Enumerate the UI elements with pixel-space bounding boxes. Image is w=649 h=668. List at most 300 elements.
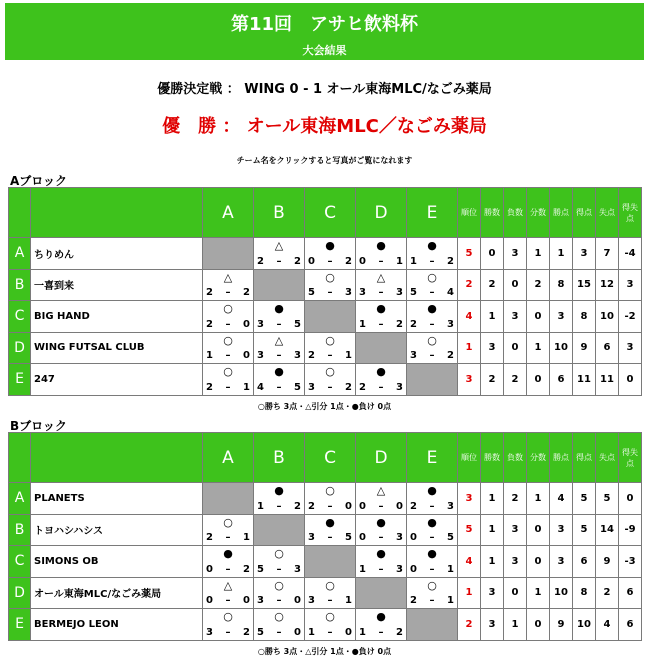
result-symbol: ○ bbox=[274, 610, 284, 623]
goals-for: 1 bbox=[206, 350, 213, 361]
goals-against: 5 bbox=[294, 318, 301, 330]
stat-value: 1 bbox=[550, 238, 573, 270]
stat-value: 4 bbox=[596, 609, 619, 641]
goals-for: 1 bbox=[359, 563, 366, 575]
match-score bbox=[308, 350, 352, 362]
team-name-link[interactable]: ちりめん bbox=[31, 238, 203, 270]
stat-value: -4 bbox=[619, 238, 642, 270]
goals-against: 2 bbox=[447, 255, 454, 267]
stat-value: 0 bbox=[504, 332, 527, 364]
goals-for: 0 bbox=[359, 255, 366, 267]
score-dash: – bbox=[429, 318, 435, 330]
stat-value: 6 bbox=[619, 577, 642, 609]
result-symbol: △ bbox=[274, 333, 284, 347]
team-name-link[interactable]: 247 bbox=[31, 364, 203, 396]
goals-against: 0 bbox=[294, 626, 301, 638]
stat-value: -3 bbox=[619, 546, 642, 578]
match-score bbox=[410, 256, 454, 268]
result-symbol: ○ bbox=[427, 270, 437, 284]
match-result bbox=[356, 364, 407, 396]
click-note: チーム名をクリックすると写真がご覧になれます bbox=[236, 156, 413, 165]
team-name-link[interactable]: トヨハシハシス bbox=[31, 514, 203, 546]
header-banner bbox=[5, 3, 644, 60]
goals-for: 2 bbox=[410, 318, 417, 330]
goals-against: 0 bbox=[243, 350, 250, 361]
result-symbol: ○ bbox=[223, 515, 233, 529]
column-header: D bbox=[356, 188, 407, 238]
score-dash: – bbox=[378, 318, 384, 330]
goals-for: 2 bbox=[257, 255, 264, 267]
match-score bbox=[206, 564, 250, 576]
score-dash: – bbox=[327, 350, 333, 361]
self-match-cell bbox=[407, 609, 458, 641]
match-score bbox=[257, 382, 301, 394]
goals-against: 4 bbox=[447, 287, 454, 298]
final-match: 優勝決定戦 ： WING 0 - 1 オール東海MLC/なごみ薬局 bbox=[157, 82, 492, 97]
match-result bbox=[203, 577, 254, 609]
score-dash: – bbox=[225, 626, 231, 638]
stat-value: 1 bbox=[481, 483, 504, 515]
result-symbol: ○ bbox=[223, 610, 233, 623]
stat-value: 6 bbox=[619, 609, 642, 641]
stat-value: 3 bbox=[550, 301, 573, 333]
match-result bbox=[407, 332, 458, 364]
result-symbol: ● bbox=[427, 239, 437, 252]
row-letter: D bbox=[9, 332, 31, 364]
stat-value: 0 bbox=[527, 364, 550, 396]
stat-header: 勝点 bbox=[550, 188, 573, 238]
result-symbol: ○ bbox=[223, 333, 233, 347]
column-header: C bbox=[305, 433, 356, 483]
goals-for: 3 bbox=[410, 350, 417, 361]
score-dash: – bbox=[429, 287, 435, 298]
goals-against: 1 bbox=[447, 563, 454, 575]
score-dash: – bbox=[225, 318, 231, 330]
stat-value: 0 bbox=[527, 546, 550, 578]
goals-against: 2 bbox=[396, 318, 403, 330]
match-score bbox=[206, 595, 250, 607]
result-symbol: △ bbox=[223, 578, 233, 592]
score-dash: – bbox=[276, 563, 282, 575]
rank-value: 1 bbox=[458, 577, 481, 609]
score-dash: – bbox=[225, 532, 231, 543]
stat-value: 8 bbox=[550, 269, 573, 301]
match-result bbox=[254, 577, 305, 609]
match-result bbox=[254, 301, 305, 333]
stat-value: 0 bbox=[527, 301, 550, 333]
result-symbol: ● bbox=[376, 239, 386, 252]
result-symbol: ○ bbox=[223, 302, 233, 315]
stat-header: 勝点 bbox=[550, 433, 573, 483]
goals-against: 0 bbox=[345, 500, 352, 512]
goals-against: 2 bbox=[396, 626, 403, 638]
goals-for: 1 bbox=[308, 626, 315, 638]
stat-value: 0 bbox=[527, 514, 550, 546]
header-row bbox=[9, 188, 642, 238]
match-score bbox=[308, 532, 352, 544]
match-score bbox=[410, 501, 454, 513]
goals-for: 5 bbox=[257, 563, 264, 575]
header-row bbox=[9, 433, 642, 483]
match-result bbox=[407, 577, 458, 609]
stat-value: 5 bbox=[573, 514, 596, 546]
goals-for: 3 bbox=[206, 626, 213, 638]
match-result bbox=[254, 483, 305, 515]
goals-against: 3 bbox=[294, 563, 301, 575]
stat-value: 0 bbox=[619, 364, 642, 396]
goals-for: 2 bbox=[359, 381, 366, 393]
stat-header: 得失点 bbox=[619, 188, 642, 238]
goals-against: 3 bbox=[396, 381, 403, 393]
match-score bbox=[308, 287, 352, 299]
match-score bbox=[308, 382, 352, 394]
stat-header: 失点 bbox=[596, 188, 619, 238]
score-dash: – bbox=[225, 287, 231, 298]
match-result bbox=[407, 483, 458, 515]
goals-for: 2 bbox=[410, 595, 417, 606]
goals-for: 5 bbox=[410, 287, 417, 298]
match-result bbox=[203, 332, 254, 364]
self-match-cell bbox=[203, 238, 254, 270]
match-result bbox=[305, 514, 356, 546]
score-dash: – bbox=[327, 287, 333, 298]
score-dash: – bbox=[225, 563, 231, 575]
match-result bbox=[203, 546, 254, 578]
score-dash: – bbox=[378, 500, 384, 512]
stat-header: 勝数 bbox=[481, 188, 504, 238]
result-symbol: ● bbox=[274, 365, 284, 378]
header-team bbox=[31, 188, 203, 238]
match-score bbox=[206, 382, 250, 394]
goals-against: 5 bbox=[345, 532, 352, 543]
goals-for: 2 bbox=[206, 532, 213, 543]
match-score bbox=[359, 287, 403, 299]
match-result bbox=[407, 238, 458, 270]
goals-against: 2 bbox=[243, 626, 250, 638]
match-score bbox=[308, 595, 352, 607]
stat-value: 6 bbox=[596, 332, 619, 364]
goals-against: 3 bbox=[345, 287, 352, 298]
stat-header: 勝数 bbox=[481, 433, 504, 483]
goals-for: 1 bbox=[410, 255, 417, 267]
stat-header: 順位 bbox=[458, 188, 481, 238]
goals-against: 5 bbox=[447, 532, 454, 543]
goals-for: 3 bbox=[308, 381, 315, 393]
result-symbol: ● bbox=[427, 302, 437, 315]
match-result bbox=[356, 514, 407, 546]
rank-value: 2 bbox=[458, 269, 481, 301]
match-result bbox=[356, 269, 407, 301]
match-result bbox=[254, 546, 305, 578]
rank-value: 3 bbox=[458, 364, 481, 396]
match-score bbox=[308, 627, 352, 639]
row-letter: E bbox=[9, 609, 31, 641]
block-a-title: Aブロック bbox=[10, 174, 68, 188]
result-symbol: ○ bbox=[223, 365, 233, 378]
row-letter: D bbox=[9, 577, 31, 609]
match-score bbox=[410, 350, 454, 362]
score-dash: – bbox=[225, 381, 231, 393]
self-match-cell bbox=[305, 546, 356, 578]
result-symbol: ○ bbox=[325, 333, 335, 347]
stat-value: 3 bbox=[504, 514, 527, 546]
match-score bbox=[359, 564, 403, 576]
goals-for: 0 bbox=[359, 500, 366, 512]
match-score bbox=[410, 319, 454, 331]
match-score bbox=[410, 564, 454, 576]
goals-against: 5 bbox=[294, 381, 301, 393]
goals-for: 1 bbox=[359, 318, 366, 330]
score-dash: – bbox=[276, 595, 282, 606]
match-score bbox=[410, 532, 454, 544]
result-symbol: ● bbox=[427, 484, 437, 497]
goals-for: 2 bbox=[410, 500, 417, 512]
goals-for: 4 bbox=[257, 381, 264, 393]
goals-against: 1 bbox=[447, 595, 454, 606]
score-dash: – bbox=[378, 532, 384, 543]
goals-against: 1 bbox=[345, 350, 352, 361]
self-match-cell bbox=[203, 483, 254, 515]
team-name-link[interactable]: PLANETS bbox=[31, 483, 203, 515]
match-score bbox=[257, 595, 301, 607]
stat-value: 3 bbox=[504, 301, 527, 333]
result-symbol: ○ bbox=[325, 610, 335, 623]
stat-value: 1 bbox=[481, 514, 504, 546]
stat-value: 2 bbox=[527, 269, 550, 301]
row-letter: C bbox=[9, 301, 31, 333]
self-match-cell bbox=[356, 577, 407, 609]
rank-value: 2 bbox=[458, 609, 481, 641]
block-b-legend: ○勝ち 3点・△引分 1点・●負け 0点 bbox=[257, 647, 392, 656]
column-header: A bbox=[203, 188, 254, 238]
match-result bbox=[407, 514, 458, 546]
score-dash: – bbox=[429, 563, 435, 575]
score-dash: – bbox=[276, 626, 282, 638]
stat-value: 9 bbox=[573, 332, 596, 364]
rank-value: 1 bbox=[458, 332, 481, 364]
match-score bbox=[257, 564, 301, 576]
stat-value: 3 bbox=[573, 238, 596, 270]
score-dash: – bbox=[429, 255, 435, 267]
self-match-cell bbox=[356, 332, 407, 364]
goals-against: 3 bbox=[396, 287, 403, 298]
match-score bbox=[410, 287, 454, 299]
match-score bbox=[308, 501, 352, 513]
match-score bbox=[257, 319, 301, 331]
result-symbol: ○ bbox=[325, 270, 335, 284]
stat-value: 3 bbox=[481, 577, 504, 609]
goals-for: 5 bbox=[257, 626, 264, 638]
result-symbol: ○ bbox=[325, 484, 335, 497]
stat-header: 分数 bbox=[527, 433, 550, 483]
goals-against: 2 bbox=[243, 287, 250, 298]
result-symbol: ○ bbox=[325, 578, 335, 592]
score-dash: – bbox=[378, 255, 384, 267]
score-dash: – bbox=[378, 626, 384, 638]
team-row bbox=[9, 364, 642, 396]
team-name-link[interactable]: BERMEJO LEON bbox=[31, 609, 203, 641]
goals-against: 2 bbox=[345, 381, 352, 393]
match-result bbox=[203, 609, 254, 641]
team-name-link[interactable]: 一喜到来 bbox=[31, 269, 203, 301]
header-team bbox=[31, 433, 203, 483]
block-b-title: Bブロック bbox=[10, 419, 67, 433]
match-result bbox=[254, 609, 305, 641]
score-dash: – bbox=[327, 626, 333, 638]
stat-value: 15 bbox=[573, 269, 596, 301]
header-corner bbox=[9, 433, 31, 483]
match-result bbox=[203, 364, 254, 396]
score-dash: – bbox=[327, 255, 333, 267]
goals-against: 0 bbox=[243, 595, 250, 606]
team-row bbox=[9, 238, 642, 270]
result-symbol: △ bbox=[223, 270, 233, 284]
match-result bbox=[407, 546, 458, 578]
match-result bbox=[356, 238, 407, 270]
rank-value: 4 bbox=[458, 546, 481, 578]
rank-value: 5 bbox=[458, 514, 481, 546]
result-symbol: ● bbox=[274, 484, 284, 497]
match-score bbox=[359, 319, 403, 331]
score-dash: – bbox=[378, 287, 384, 298]
goals-for: 3 bbox=[308, 595, 315, 606]
stat-value: 10 bbox=[596, 301, 619, 333]
stat-value: 1 bbox=[527, 483, 550, 515]
stat-value: 1 bbox=[504, 609, 527, 641]
team-row bbox=[9, 301, 642, 333]
team-row bbox=[9, 269, 642, 301]
stat-value: 9 bbox=[550, 609, 573, 641]
match-result bbox=[305, 238, 356, 270]
match-score bbox=[206, 350, 250, 362]
result-symbol: ● bbox=[376, 610, 386, 623]
goals-against: 1 bbox=[243, 381, 250, 393]
goals-for: 3 bbox=[359, 287, 366, 298]
team-name-link[interactable]: WING FUTSAL CLUB bbox=[31, 332, 203, 364]
rank-value: 5 bbox=[458, 238, 481, 270]
score-dash: – bbox=[429, 500, 435, 512]
row-letter: A bbox=[9, 238, 31, 270]
team-name-link[interactable]: BIG HAND bbox=[31, 301, 203, 333]
stat-header: 負数 bbox=[504, 188, 527, 238]
score-dash: – bbox=[276, 500, 282, 512]
result-symbol: ● bbox=[223, 547, 233, 560]
row-letter: B bbox=[9, 514, 31, 546]
stat-value: 3 bbox=[504, 238, 527, 270]
rank-value: 3 bbox=[458, 483, 481, 515]
result-symbol: ● bbox=[274, 302, 284, 315]
stat-value: 1 bbox=[481, 301, 504, 333]
stat-value: 3 bbox=[619, 269, 642, 301]
stat-value: 9 bbox=[596, 546, 619, 578]
stat-value: 10 bbox=[550, 332, 573, 364]
result-symbol: ● bbox=[325, 239, 335, 252]
stat-value: 0 bbox=[504, 577, 527, 609]
stat-header: 得点 bbox=[573, 188, 596, 238]
result-symbol: ● bbox=[325, 515, 335, 529]
stat-value: 1 bbox=[527, 332, 550, 364]
header-corner bbox=[9, 188, 31, 238]
stat-value: 3 bbox=[550, 546, 573, 578]
match-score bbox=[206, 627, 250, 639]
self-match-cell bbox=[407, 364, 458, 396]
match-result bbox=[203, 301, 254, 333]
match-score bbox=[410, 595, 454, 607]
stat-value: 8 bbox=[573, 577, 596, 609]
column-header: B bbox=[254, 433, 305, 483]
match-score bbox=[206, 287, 250, 299]
score-dash: – bbox=[327, 595, 333, 606]
goals-for: 0 bbox=[206, 563, 213, 575]
team-name-link[interactable]: SIMONS OB bbox=[31, 546, 203, 578]
goals-for: 1 bbox=[359, 626, 366, 638]
stat-value: 3 bbox=[481, 332, 504, 364]
match-score bbox=[206, 532, 250, 544]
stat-value: 0 bbox=[527, 609, 550, 641]
goals-for: 0 bbox=[359, 532, 366, 543]
goals-for: 1 bbox=[257, 500, 264, 512]
result-symbol: ○ bbox=[274, 547, 284, 560]
stat-value: 0 bbox=[619, 483, 642, 515]
column-header: C bbox=[305, 188, 356, 238]
column-header: E bbox=[407, 433, 458, 483]
stat-value: 5 bbox=[573, 483, 596, 515]
team-name-link[interactable]: オール東海MLC/なごみ薬局 bbox=[31, 577, 203, 609]
match-result bbox=[254, 364, 305, 396]
goals-for: 0 bbox=[206, 595, 213, 606]
goals-against: 3 bbox=[396, 563, 403, 575]
match-result bbox=[356, 301, 407, 333]
match-result bbox=[203, 514, 254, 546]
result-symbol: ○ bbox=[274, 578, 284, 592]
result-symbol: ● bbox=[427, 515, 437, 529]
stat-value: 6 bbox=[550, 364, 573, 396]
stat-value: 2 bbox=[596, 577, 619, 609]
result-symbol: ● bbox=[376, 547, 386, 560]
team-row bbox=[9, 577, 642, 609]
stat-header: 分数 bbox=[527, 188, 550, 238]
stat-value: 7 bbox=[596, 238, 619, 270]
goals-against: 3 bbox=[396, 532, 403, 543]
stat-value: 11 bbox=[596, 364, 619, 396]
goals-against: 0 bbox=[345, 626, 352, 638]
match-result bbox=[305, 364, 356, 396]
stat-value: 6 bbox=[573, 546, 596, 578]
stat-value: 5 bbox=[596, 483, 619, 515]
score-dash: – bbox=[225, 350, 231, 361]
match-score bbox=[257, 350, 301, 362]
team-row bbox=[9, 332, 642, 364]
goals-for: 3 bbox=[308, 532, 315, 543]
goals-against: 1 bbox=[243, 532, 250, 543]
goals-for: 2 bbox=[206, 318, 213, 330]
self-match-cell bbox=[254, 514, 305, 546]
match-result bbox=[254, 332, 305, 364]
result-symbol: △ bbox=[274, 239, 284, 252]
score-dash: – bbox=[429, 350, 435, 361]
stat-value: 0 bbox=[481, 238, 504, 270]
score-dash: – bbox=[327, 381, 333, 393]
goals-against: 1 bbox=[345, 595, 352, 606]
score-dash: – bbox=[276, 350, 282, 361]
self-match-cell bbox=[305, 301, 356, 333]
stat-value: 3 bbox=[481, 609, 504, 641]
stat-value: 3 bbox=[504, 546, 527, 578]
column-header: E bbox=[407, 188, 458, 238]
result-symbol: ○ bbox=[427, 578, 437, 592]
stat-value: 4 bbox=[550, 483, 573, 515]
row-letter: C bbox=[9, 546, 31, 578]
